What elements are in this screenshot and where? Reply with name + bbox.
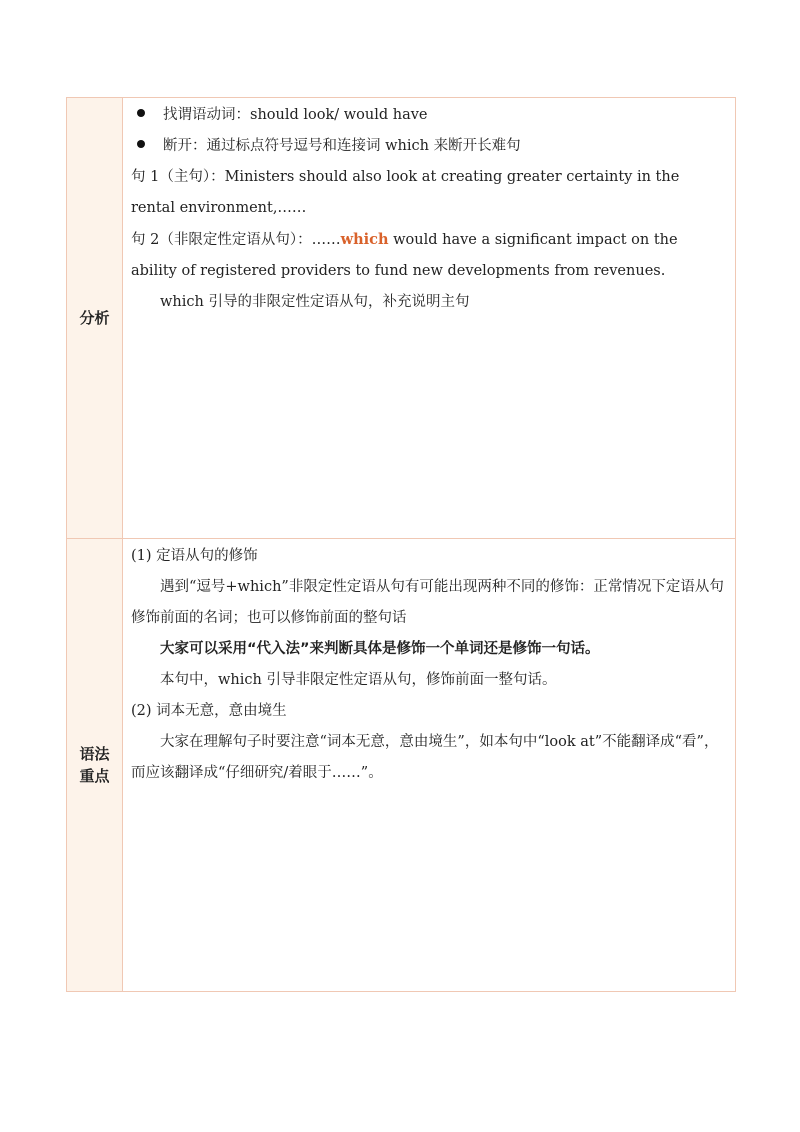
analysis-label <box>67 98 123 538</box>
point-1-title: (1) 定语从句的修饰 <box>131 548 258 564</box>
bullet-text: 找谓语动词：should look/ would have <box>163 107 428 123</box>
grammar-content <box>123 539 735 991</box>
analysis-row <box>67 98 735 538</box>
sentence-2-highlight: which <box>340 231 389 248</box>
grammar-label-text: 语法 重点 <box>79 745 110 785</box>
analysis-note: which 引导的非限定性定语从句，补充说明主句 <box>160 294 470 310</box>
point-1-bold-tip: 大家可以采用“代入法”来判断具体是修饰一个单词还是修饰一句话。 <box>160 641 600 657</box>
analysis-table <box>66 97 736 992</box>
bullet-dot-icon <box>137 109 145 117</box>
analysis-content <box>123 98 735 538</box>
sentence-1: 句 1（主句）：Ministers should also look at creating greater certainty in the rental environment,…… <box>131 169 680 216</box>
point-1-example: 本句中，which 引导非限定性定语从句，修饰前面一整句话。 <box>160 672 557 688</box>
grammar-row <box>67 538 735 991</box>
sentence-2-suffix: would have a significant impact on the ability of registered providers to fund new developments from revenues. <box>131 232 678 279</box>
bullet-item <box>131 131 727 162</box>
bullet-dot-icon <box>137 140 145 148</box>
point-1-paragraph: 遇到“逗号+which”非限定性定语从句有可能出现两种不同的修饰：正常情况下定语从句修饰前面的名词；也可以修饰前面的整句话 <box>131 579 724 626</box>
grammar-label <box>67 539 123 991</box>
analysis-label-text: 分析 <box>79 309 110 327</box>
sentence-2-prefix: 句 2（非限定性定语从句）：…… <box>131 232 341 248</box>
bullet-item <box>131 100 727 131</box>
point-2-paragraph: 大家在理解句子时要注意“词本无意，意由境生”，如本句中“look at”不能翻译成“看”，而应该翻译成“仔细研究/着眼于……”。 <box>131 734 719 781</box>
bullet-text: 断开：通过标点符号逗号和连接词 which 来断开长难句 <box>163 138 521 154</box>
sentence-2 <box>131 224 727 287</box>
point-2-title: (2) 词本无意，意由境生 <box>131 703 287 719</box>
